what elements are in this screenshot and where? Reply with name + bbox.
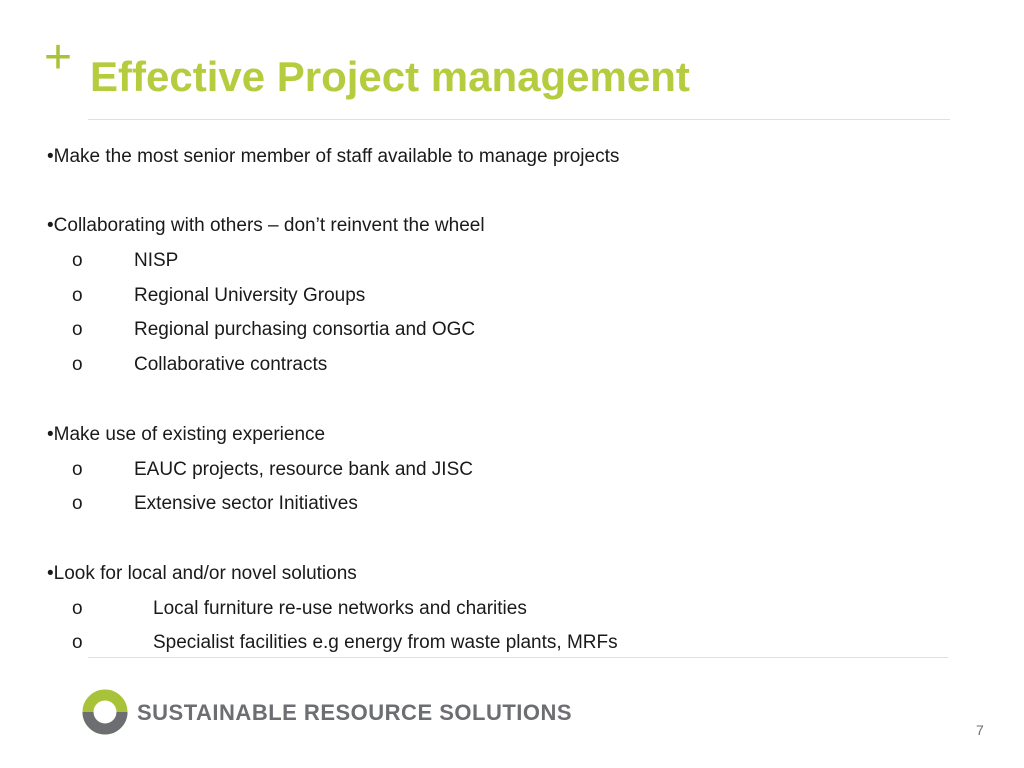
- sub-item-text: Collaborative contracts: [134, 354, 328, 375]
- slide-title: Effective Project management: [90, 53, 690, 100]
- sub-item: [47, 317, 847, 343]
- page-number: 7: [976, 722, 984, 738]
- sub-item: [47, 457, 847, 483]
- sub-item: [47, 283, 847, 309]
- bullet-text: Collaborating with others – don’t reinvent the wheel: [53, 215, 485, 236]
- title-divider: [88, 119, 950, 120]
- bullet-marker: •: [47, 563, 54, 584]
- company-name: SUSTAINABLE RESOURCE SOLUTIONS: [137, 700, 573, 725]
- sub-item-marker: o: [72, 354, 83, 375]
- bullet-marker: •: [47, 424, 54, 445]
- sub-item: [47, 352, 847, 378]
- bullet-text: Make use of existing experience: [53, 424, 326, 445]
- sub-item-text: Specialist facilities e.g energy from waste plants, MRFs: [153, 632, 618, 653]
- sub-item: [47, 491, 847, 517]
- sub-item-text: Local furniture re-use networks and charities: [153, 598, 527, 619]
- sub-item-marker: o: [72, 285, 83, 306]
- sub-item-text: Regional University Groups: [134, 285, 366, 306]
- bullet-text: Make the most senior member of staff available to manage projects: [53, 146, 620, 167]
- bullet-item: [47, 213, 485, 239]
- sub-item: [47, 596, 847, 622]
- bullet-item: [47, 144, 619, 170]
- bullet-text: Look for local and/or novel solutions: [53, 563, 357, 584]
- bullet-item: [47, 561, 357, 587]
- sub-item-marker: o: [72, 319, 83, 340]
- sub-item-text: Regional purchasing consortia and OGC: [134, 319, 476, 340]
- plus-icon: +: [44, 31, 73, 84]
- sub-item-marker: o: [72, 250, 83, 271]
- sub-item: [47, 630, 847, 656]
- sub-item-marker: o: [72, 632, 83, 653]
- sub-item-marker: o: [72, 598, 83, 619]
- sub-item: [47, 248, 847, 274]
- sub-item-text: NISP: [134, 250, 179, 271]
- sub-item-marker: o: [72, 459, 83, 480]
- sub-item-text: Extensive sector Initiatives: [134, 493, 358, 514]
- sub-item-marker: o: [72, 493, 83, 514]
- ring-logo-icon: [81, 688, 129, 736]
- sub-item-text: EAUC projects, resource bank and JISC: [134, 459, 473, 480]
- bullet-marker: •: [47, 146, 54, 167]
- company-logo: [81, 686, 573, 740]
- bullet-marker: •: [47, 215, 54, 236]
- footer-divider: [88, 657, 948, 658]
- bullet-item: [47, 422, 325, 448]
